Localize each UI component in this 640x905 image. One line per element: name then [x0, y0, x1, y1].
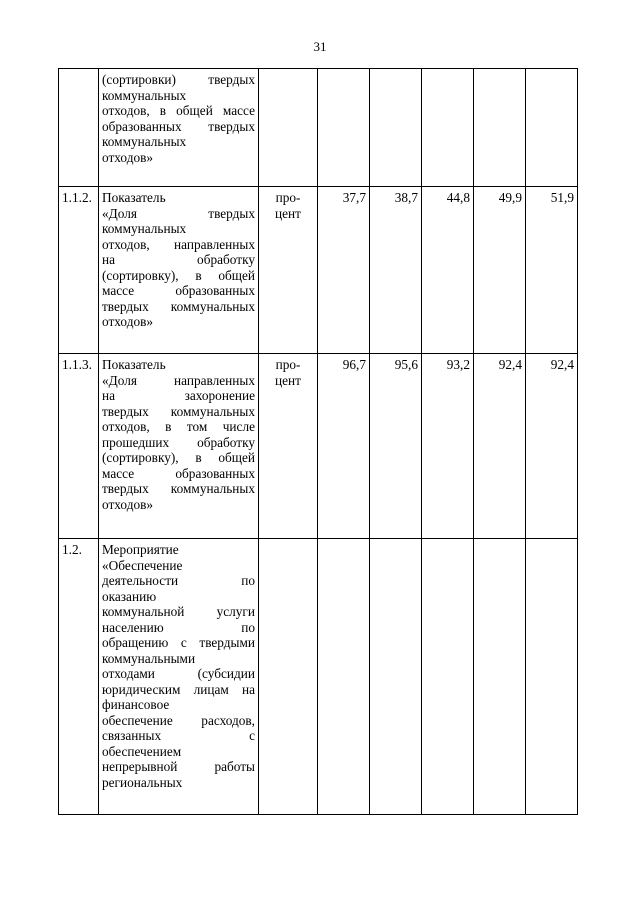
description-line: прошедших обработку: [102, 434, 255, 450]
unit-line: про-: [275, 357, 301, 372]
description-line: коммунальных: [102, 87, 187, 103]
value-cell: [370, 539, 422, 815]
description-line: твердых коммунальных: [102, 298, 255, 314]
value-cell: [318, 69, 370, 187]
description-line: на обработку: [102, 252, 255, 267]
description-line: коммунальных: [102, 221, 187, 236]
unit-line: цент: [275, 205, 301, 221]
value-cell: 49,9: [474, 187, 526, 354]
value-cell: 37,7: [318, 187, 370, 354]
unit-line: цент: [275, 372, 301, 388]
description-line: отходов, направленных: [102, 236, 255, 252]
value-cell: [526, 539, 578, 815]
description-line: «Доля твердых: [102, 205, 255, 221]
description-line: коммунальными: [102, 650, 196, 666]
description-line: твердых коммунальных: [102, 403, 255, 419]
row-unit: [259, 187, 318, 354]
description-line: коммунальных: [102, 134, 187, 149]
value-cell: [422, 69, 474, 187]
value-cell: 95,6: [370, 354, 422, 539]
description-line: оказанию: [102, 588, 157, 604]
description-line: обеспечение расходов,: [102, 712, 255, 728]
description-line: (сортировки) твердых: [102, 72, 255, 87]
description-line: Мероприятие: [102, 542, 179, 557]
description-line: обеспечением: [102, 743, 182, 759]
value-cell: 96,7: [318, 354, 370, 539]
description-line: отходов, в общей массе: [102, 103, 255, 118]
value-cell: 93,2: [422, 354, 474, 539]
description-line: Показатель: [102, 190, 166, 205]
value-cell: [422, 539, 474, 815]
indicators-table: [58, 68, 578, 815]
description-line: населению по: [102, 619, 255, 635]
value-cell: 44,8: [422, 187, 474, 354]
row-number: 1.1.2.: [59, 187, 99, 354]
row-number: 1.2.: [59, 539, 99, 815]
row-number: [59, 69, 99, 187]
description-line: обращению с твердыми: [102, 635, 255, 650]
description-line: твердых коммунальных: [102, 481, 255, 496]
value-cell: [526, 69, 578, 187]
description-line: образованных твердых: [102, 118, 255, 134]
description-line: деятельности по: [102, 573, 255, 588]
description-line: региональных: [102, 774, 183, 790]
table-row: [59, 187, 578, 354]
page-number: 31: [313, 39, 327, 54]
row-description: [99, 187, 259, 354]
description-line: отходов»: [102, 314, 154, 329]
description-line: «Доля направленных: [102, 372, 255, 388]
value-cell: [474, 539, 526, 815]
row-unit: [259, 69, 318, 187]
description-line: юридическим лицам на: [102, 681, 255, 697]
description-line: коммунальной услуги: [102, 604, 255, 619]
description-line: (сортировку), в общей: [102, 450, 255, 465]
description-line: отходами (субсидии: [102, 666, 255, 681]
description-line: финансовое: [102, 697, 170, 712]
description-line: массе образованных: [102, 465, 255, 481]
row-description: [99, 354, 259, 539]
row-description: [99, 539, 259, 815]
value-cell: 92,4: [474, 354, 526, 539]
value-cell: 92,4: [526, 354, 578, 539]
description-line: связанных с: [102, 728, 255, 743]
value-cell: 38,7: [370, 187, 422, 354]
value-cell: [474, 69, 526, 187]
unit-line: про-: [275, 190, 301, 205]
value-cell: [370, 69, 422, 187]
description-line: массе образованных: [102, 283, 255, 298]
value-cell: [318, 539, 370, 815]
description-line: на захоронение: [102, 388, 255, 403]
value-cell: 51,9: [526, 187, 578, 354]
row-unit: [259, 539, 318, 815]
description-line: отходов»: [102, 496, 154, 512]
description-line: непрерывной работы: [102, 759, 255, 774]
row-description: [99, 69, 259, 187]
table-row: [59, 354, 578, 539]
description-line: «Обеспечение: [102, 557, 183, 573]
row-unit: [259, 354, 318, 539]
description-line: отходов»: [102, 149, 154, 165]
table-row: [59, 539, 578, 815]
description-line: отходов, в том числе: [102, 419, 255, 434]
row-number: 1.1.3.: [59, 354, 99, 539]
table-row: [59, 69, 578, 187]
description-line: Показатель: [102, 357, 166, 372]
description-line: (сортировку), в общей: [102, 267, 255, 283]
